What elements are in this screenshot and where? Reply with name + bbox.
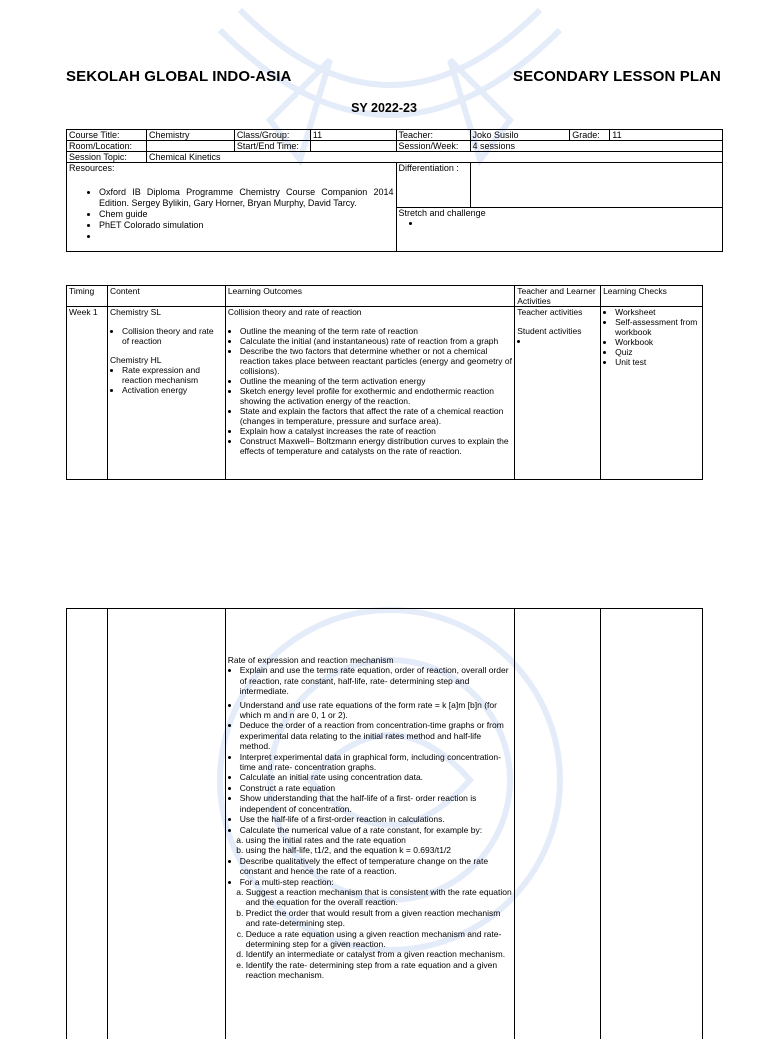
list-item: • Use the half-life of a first-order reaction in calculations. [240, 814, 513, 824]
outcomes-title: Collision theory and rate of reaction [228, 307, 512, 317]
content-cell [107, 307, 225, 480]
list-item: • Outline the meaning of the term rate of reaction [240, 326, 512, 336]
list-item: • Activation energy [122, 385, 223, 395]
grade-value: 11 [610, 130, 723, 141]
stretch-cell [396, 207, 722, 252]
header-outcomes: Learning Outcomes [225, 286, 514, 307]
list-item: • State and explain the factors that affect the rate of a chemical reaction (changes in temperature, pressure and surface area). [240, 406, 512, 426]
list-item: • Oxford IB Diploma Programme Chemistry Course Companion 2014 Edition. Sergey Bylikin, Gary Horner, Bryan Murphy, David Tarcy. [99, 187, 394, 209]
list-item: b. using the half-life, t1/2, and the equation k = 0.693/t1/2 [246, 845, 513, 855]
stretch-label: Stretch and challenge [399, 208, 720, 218]
list-item: • Chem guide [99, 209, 394, 220]
differentiation-label: Differentiation : [396, 163, 470, 208]
differentiation-value [470, 163, 723, 208]
session-week-value: 4 sessions [470, 141, 723, 152]
start-end-label: Start/End Time: [234, 141, 310, 152]
list-item: • For a multi-step reaction: [240, 877, 513, 887]
student-activities-label: Student activities [517, 326, 598, 336]
teacher-activities-label: Teacher activities [517, 307, 598, 317]
list-item: • Worksheet [615, 307, 700, 317]
list-item: • Outline the meaning of the term activation energy [240, 376, 512, 386]
session-week-label: Session/Week: [396, 141, 470, 152]
list-item: • Describe qualitatively the effect of temperature change on the rate constant and hence the rate of a reaction. [240, 856, 513, 877]
room-label: Room/Location: [67, 141, 147, 152]
outcomes-list [228, 326, 512, 456]
outcomes-list-continued [228, 856, 513, 887]
header-content: Content [107, 286, 225, 307]
content-sl-title: Chemistry SL [110, 307, 223, 317]
timing-cell [67, 609, 108, 1039]
grade-label: Grade: [570, 130, 610, 141]
resources-label: Resources: [69, 163, 394, 173]
list-item: a. Suggest a reaction mechanism that is consistent with the rate equation and the equation for the overall reaction. [246, 887, 513, 908]
list-item: • Explain how a catalyst increases the rate of reaction [240, 426, 512, 436]
teacher-value: Joko Susilo [470, 130, 570, 141]
checks-cell [601, 307, 703, 480]
content-hl-title: Chemistry HL [110, 355, 223, 365]
list-item: • Workbook [615, 337, 700, 347]
rate-constant-sublist [232, 835, 513, 856]
lesson-plan-table-continued [66, 608, 703, 1039]
checks-cell [601, 609, 703, 1039]
topic-value: Chemical Kinetics [146, 152, 722, 163]
list-item: d. Identify an intermediate or catalyst from a given reaction mechanism. [246, 949, 513, 959]
list-item: • Interpret experimental data in graphical form, including concentration- time and rate- concentration graphs. [240, 752, 513, 773]
content-sl-list [110, 326, 223, 346]
student-activities-list [517, 336, 598, 346]
header-activities: Teacher and Learner Activities [515, 286, 601, 307]
list-item: • Calculate the numerical value of a rate constant, for example by: [240, 825, 513, 835]
list-item: • Deduce the order of a reaction from concentration-time graphs or from experimental data relating to the initial rates method and half-life method. [240, 720, 513, 751]
resources-list [69, 187, 394, 242]
list-item: • Calculate an initial rate using concentration data. [240, 772, 513, 782]
content-cell [107, 609, 225, 1039]
multistep-sublist [232, 887, 513, 981]
list-item: • Self-assessment from workbook [615, 317, 700, 337]
course-title-value: Chemistry [146, 130, 234, 141]
teacher-label: Teacher: [396, 130, 470, 141]
outcomes-list [228, 665, 513, 835]
list-item: e. Identify the rate- determining step from a rate equation and a given reaction mechanism. [246, 960, 513, 981]
stretch-list [399, 218, 720, 228]
list-item: • Collision theory and rate of reaction [122, 326, 223, 346]
school-year: SY 2022-23 [0, 101, 768, 115]
list-item: • Understand and use rate equations of the form rate = k [a]m [b]n (for which m and n are 0, 1 or 2). [240, 700, 513, 721]
list-item: • Unit test [615, 357, 700, 367]
resources-cell [67, 163, 397, 252]
start-end-value [310, 141, 396, 152]
activities-cell [515, 609, 601, 1039]
activities-cell [515, 307, 601, 480]
list-item: • Calculate the initial (and instantaneous) rate of reaction from a graph [240, 336, 512, 346]
list-item: • Construct a rate equation [240, 783, 513, 793]
room-value [146, 141, 234, 152]
list-item: • PhET Colorado simulation [99, 220, 394, 231]
school-name: SEKOLAH GLOBAL INDO-ASIA [66, 68, 291, 85]
list-item: • Explain and use the terms rate equation, order of reaction, overall order of reaction, rate constant, half-life, rate- determining step and intermediate. [240, 665, 513, 696]
document-type: SECONDARY LESSON PLAN [513, 68, 721, 85]
list-item [421, 218, 720, 228]
header-checks: Learning Checks [601, 286, 703, 307]
lesson-plan-table [66, 285, 703, 480]
list-item: • Show understanding that the half-life of a first- order reaction is independent of concentration. [240, 793, 513, 814]
list-item: • Quiz [615, 347, 700, 357]
timing-cell: Week 1 [67, 307, 108, 480]
list-item [99, 231, 394, 242]
list-item: • Describe the two factors that determine whether or not a chemical reaction takes place between reactant particles (energy and geometry of collisions). [240, 346, 512, 376]
outcomes-cell [225, 307, 514, 480]
course-info-table [66, 129, 723, 252]
list-item: • Construct Maxwell– Boltzmann energy distribution curves to explain the effects of temperature and catalysts on the rate of reaction. [240, 436, 512, 456]
list-item: a. using the initial rates and the rate equation [246, 835, 513, 845]
checks-list [603, 307, 700, 367]
outcomes-cell [225, 609, 515, 1039]
content-hl-list [110, 365, 223, 395]
list-item: • Sketch energy level profile for exothermic and endothermic reaction showing the activation energy of the reaction. [240, 386, 512, 406]
list-item: b. Predict the order that would result from a given reaction mechanism and rate-determining step. [246, 908, 513, 929]
class-value: 11 [310, 130, 396, 141]
list-item: c. Deduce a rate equation using a given reaction mechanism and rate-determining step for a given reaction. [246, 929, 513, 950]
topic-label: Session Topic: [67, 152, 147, 163]
list-item [529, 336, 598, 346]
class-label: Class/Group: [234, 130, 310, 141]
list-item: • Rate expression and reaction mechanism [122, 365, 223, 385]
course-title-label: Course Title: [67, 130, 147, 141]
header-timing: Timing [67, 286, 108, 307]
outcomes-title: Rate of expression and reaction mechanism [228, 655, 513, 665]
